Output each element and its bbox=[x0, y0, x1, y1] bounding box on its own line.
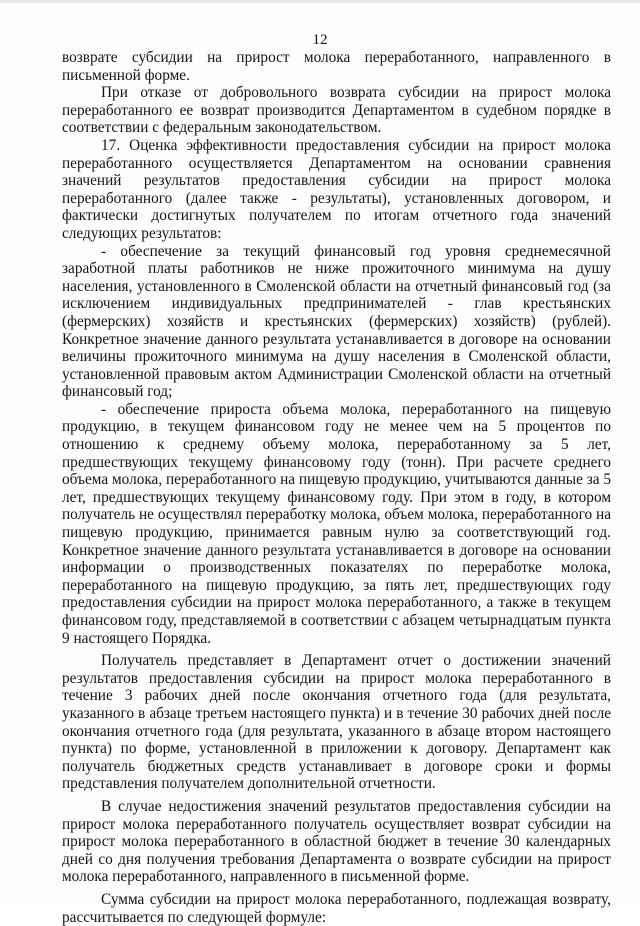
paragraph-result-salary: - обеспечение за текущий финансовый год уровня среднемесячной заработной платы работников не ниже прожиточного минимума на душу населения, установленного в Смоленской области на отчетный финансовый год (за исключением индивидуальных предпринимателей - глав крестьянских (фермерских) хозяйств и крестьянских (фермерских) хозяйств) (рублей). Конкретное значение данного результата устанавливается в договоре на основании величины прожиточного минимума на душу населения в Смоленской области, установленной правовым актом Администрации Смоленской области на отчетный финансовый год; bbox=[62, 242, 611, 401]
paragraph-result-milk-growth: - обеспечение прироста объема молока, переработанного на пищевую продукцию, в текущем финансовом году не менее чем на 5 процентов по отношению к среднему объему молока, переработанному за 5 лет, предшествующих текущему финансовому году (тонн). При расчете среднего объема молока, переработанного на пищевую продукцию, учитываются данные за 5 лет, предшествующих текущему финансовому году. При этом в году, в котором получатель не осуществлял переработку молока, объем молока, переработанного на пищевую продукцию, принимается равным нулю за соответствующий год. Конкретное значение данного результата устанавливается в договоре на основании информации о производственных показателях по переработке молока, переработанного на пищевую продукцию, за пять лет, предшествующих году предоставления субсидии на прирост молока переработанного, а также в текущем финансовом году, представляемой в соответствии с абзацем четырнадцатым пункта 9 настоящего Порядка. bbox=[62, 400, 611, 647]
document-body bbox=[62, 49, 611, 926]
page-number: 12 bbox=[312, 32, 328, 48]
paragraph-continuation: возврате субсидии на прирост молока переработанного, направленного в письменной форме. bbox=[62, 49, 611, 84]
page-top-edge bbox=[0, 0, 640, 3]
paragraph-non-achievement: В случае недостижения значений результатов предоставления субсидии на прирост молока переработанного получатель осуществляет возврат субсидии на прирост молока переработанного в областной бюджет в течение 30 календарных дней со дня получения требования Департамента о возврате субсидии на прирост молока переработанного, направленного в письменной форме. bbox=[62, 797, 611, 886]
paragraph-formula-intro: Сумма субсидии на прирост молока переработанного, подлежащая возврату, рассчитывается по следующей формуле: bbox=[62, 890, 611, 926]
paragraph-report: Получатель представляет в Департамент отчет о достижении значений результатов предоставления субсидии на прирост молока переработанного в течение 3 рабочих дней после окончания отчетного года (для результата, указанного в абзаце третьем настоящего пункта) и в течение 30 рабочих дней после окончания отчетного года (для результата, указанного в абзаце втором настоящего пункта) по форме, установленной в приложении к договору. Департамент как получатель бюджетных средств устанавливает в договоре сроки и формы представления получателем дополнительной отчетности. bbox=[62, 652, 611, 793]
paragraph-refusal-return: При отказе от добровольного возврата субсидии на прирост молока переработанного ее возврат производится Департаментом в судебном порядке в соответствии с федеральным законодательством. bbox=[62, 84, 611, 137]
paragraph-17-efficiency: 17. Оценка эффективности предоставления субсидии на прирост молока переработанного осуществляется Департаментом на основании сравнения значений результатов предоставления субсидии на прирост молока переработанного (далее также - результаты), установленных договором, и фактически достигнутых получателем по итогам отчетного года значений следующих результатов: bbox=[62, 136, 611, 242]
